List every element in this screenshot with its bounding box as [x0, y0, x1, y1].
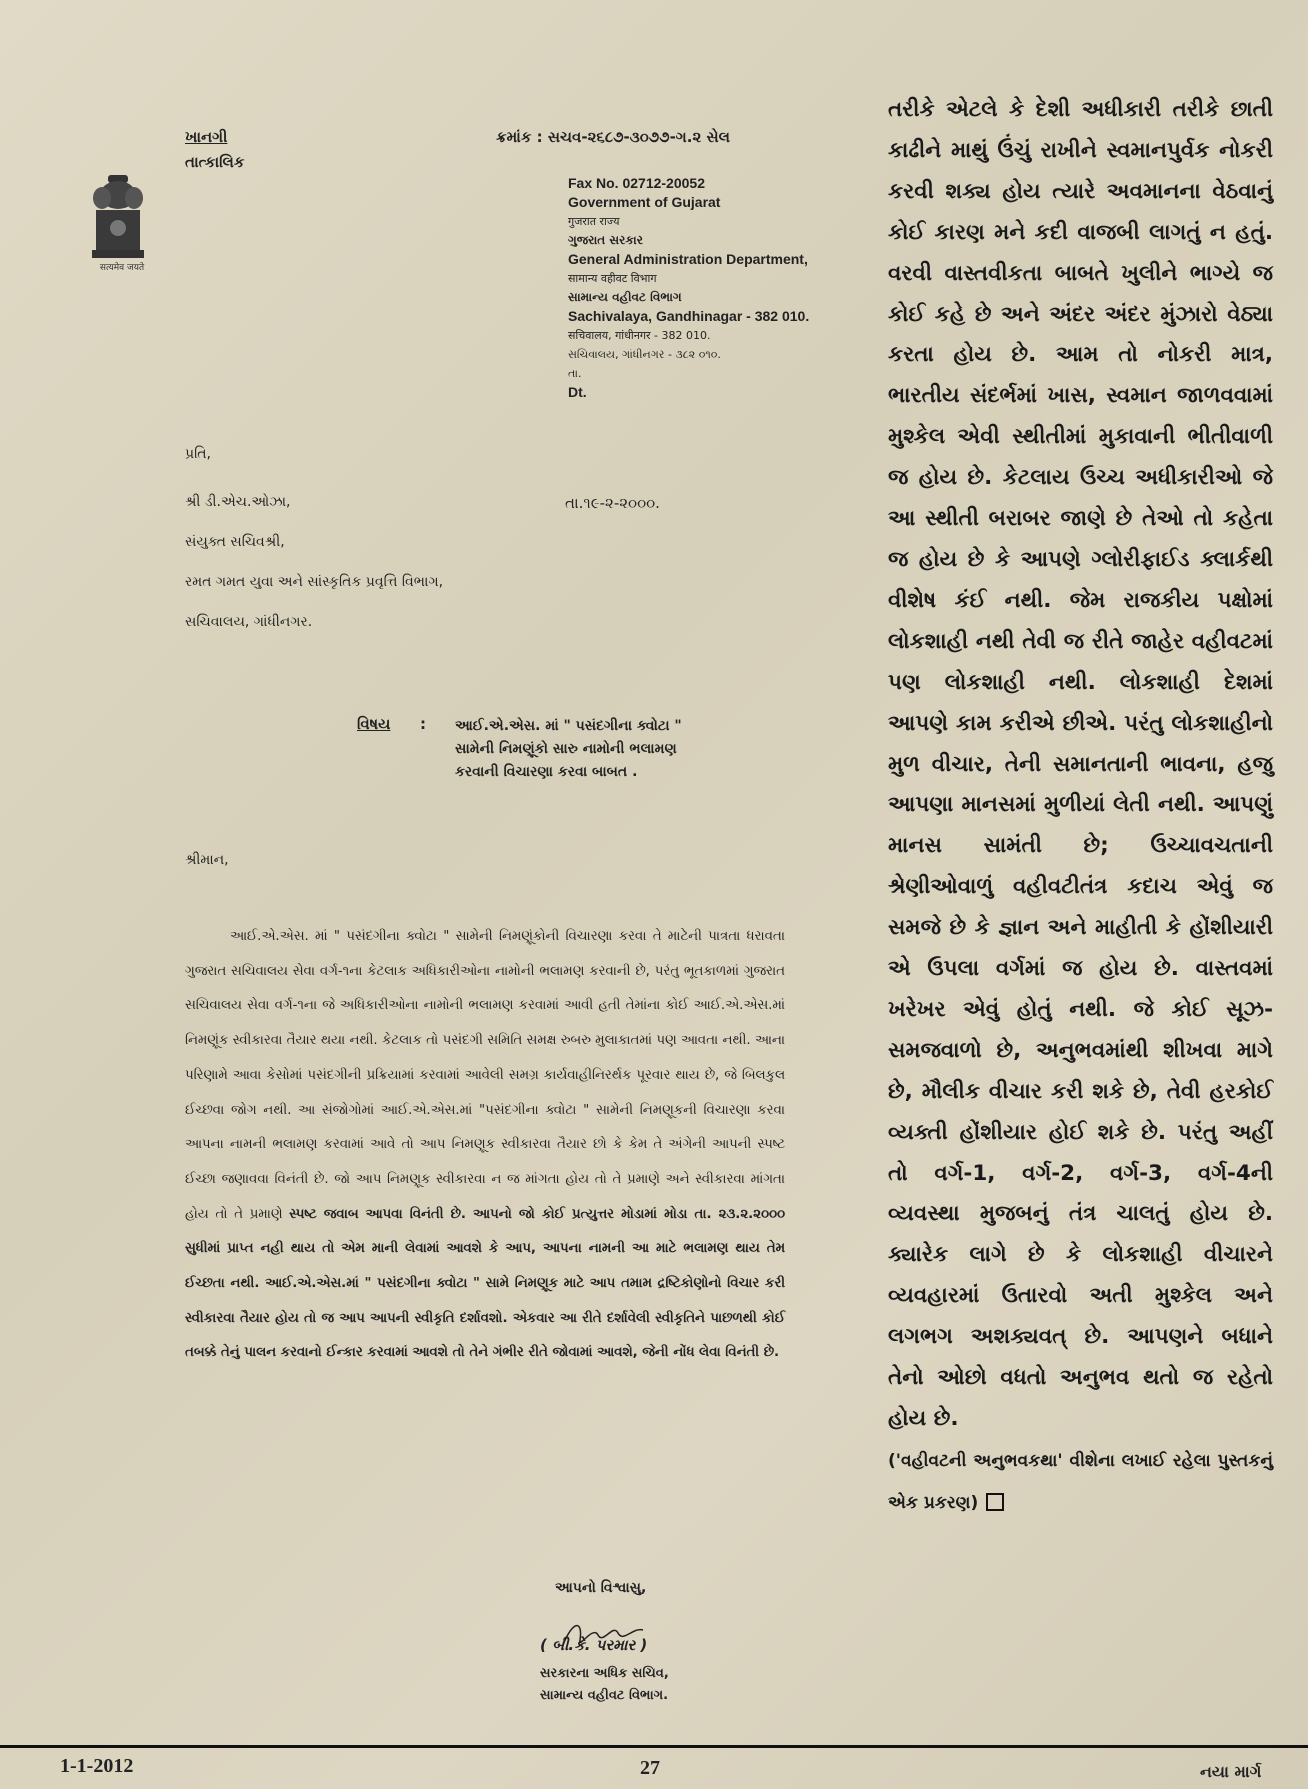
body-regular-text: આઈ.એ.એસ. માં " પસંદગીના ક્વોટા " સામેની નિમણૂંકોની વિચારણા કરવા તે માટેની પાત્રતા ધરાવતા ગુજરાત સચિવાલય સેવા વર્ગ-૧ના કેટલાક અધિકારીઓના નામોની ભલામણ કરવાની છે, પરંતુ ભૂતકાળમાં ગુજરાત સચિવાલય સેવા વર્ગ-૧ના જે અધિકારીઓના નામોની ભલામણ કરવામાં આવી હતી તેમાંના કોઈ આઈ.એ.એસ.માં નિમણૂંક સ્વીકારવા તૈયાર થયા નથી. કેટલાક તો પસંદગી સમિતિ સમક્ષ રુબરુ મુલાકાતમાં પણ આવતા નથી. આના પરિણામે આવા કેસોમાં પસંદગીની પ્રક્રિયામાં કરવામાં આવેલી સમગ્ર કાર્યવાહીનિરર્થક પૂરવાર થાય છે, જે બિલકુલ ઈચ્છવા જોગ નથી. આ સંજોગોમાં આઈ.એ.એસ.માં "પસંદગીના ક્વોટા " સામેની નિમણૂકની વિચારણા કરવા આપના નામની ભલામણ કરવામાં આવે તો આપ નિમણૂક સ્વીકારવા તૈયાર છો કે કેમ તે અંગેની આપની સ્પષ્ટ ઈચ્છા જણાવવા વિનંતી છે. જો આપ નિમણૂક સ્વીકારવા ન જ માંગતા હોય તો તે પ્રમાણે અને સ્વીકારવા માંગતા હોય તો તે પ્રમાણે: [185, 929, 785, 1222]
end-mark-icon: [986, 1493, 1004, 1511]
address-line: શ્રી ડી.એચ.ઓઝા,: [185, 494, 291, 510]
reference-number: ક્રમાંક : સચવ-૨૬૮૭-૩૦૭૭-ગ.૨ સેલ: [496, 128, 730, 146]
address-line: રમત ગમત યુવા અને સાંસ્કૃતિક પ્રવૃત્તિ વિભાગ,: [185, 574, 444, 590]
address-line: સંયુક્ત સચિવશ્રી,: [185, 534, 285, 550]
body-bold-text: સ્પષ્ટ જવાબ આપવા વિનંતી છે. આપનો જો કોઈ પ્રત્યુત્તર મોડામાં મોડા તા. ૨૩.૨.૨૦૦૦ સુધીમાં પ્રાપ્ત નહી થાય તો એમ માની લેવામાં આવશે કે આપ, આપના નામની આ માટે ભલામણ થાય તેમ ઈચ્છતા નથી. આઈ.એ.એસ.માં " પસંદગીના ક્વોટા " સામે નિમણૂક માટે આપ તમામ દ્રષ્ટિકોણોનો વિચાર કરી સ્વીકારવા તૈયાર હોય તો જ આપ આપની સ્વીકૃતિ દર્શાવશો. એકવાર આ રીતે દર્શાવેલી સ્વીકૃતિને પાછળથી કોઈ તબક્કે તેનું પાલન કરવાનો ઈન્કાર કરવામાં આવશે તો તેને ગંભીર રીતે જોવામાં આવશે, જેની નોંધ લેવા વિનંતી છે.: [185, 1206, 785, 1361]
letterhead-line: Sachivalaya, Gandhinagar - 382 010.: [568, 308, 810, 324]
letter-date: તા.૧૯-૨-૨૦૦૦.: [565, 494, 660, 512]
address-line: સચિવાલય, ગાંધીનગર.: [185, 614, 313, 630]
article-note: ('વહીવટની અનુભવકથા' વીશેના લખાઈ રહેલા પુસ્તકનું એક પ્રકરણ): [888, 1450, 1273, 1513]
letterhead-line: ગુજરાત સરકાર: [568, 233, 643, 247]
to-label: પ્રતિ,: [185, 446, 211, 462]
letterhead-address: [568, 174, 868, 402]
signer-name: ( બી.કે. પરમાર ): [540, 1636, 648, 1654]
urgent-label: તાત્કાલિક: [185, 153, 245, 171]
subject-colon: :: [420, 715, 426, 733]
letter-body: [185, 920, 785, 1371]
subject-label: વિષય: [357, 715, 391, 733]
letterhead-line: गुजरात राज्य: [568, 215, 620, 228]
private-label: ખાનગી: [185, 128, 228, 146]
footer-rule: [0, 1745, 1308, 1748]
letterhead-line: સામાન્ય વહીવટ વિભાગ: [568, 290, 682, 304]
letterhead-line: Government of Gujarat: [568, 194, 721, 210]
footer-date: 1-1-2012: [60, 1755, 134, 1777]
letterhead-line: सचिवालय, गांधीनगर - 382 010.: [568, 329, 711, 342]
letterhead-line: તા.: [568, 367, 582, 380]
letterhead-line: Dt.: [568, 384, 587, 400]
national-emblem-icon: [88, 170, 148, 270]
salutation: શ્રીમાન,: [185, 852, 229, 868]
letterhead-line: General Administration Department,: [568, 251, 808, 267]
article-column: [888, 90, 1273, 1524]
letterhead-line: સચિવાલય, ગાંધીનગર - ૩૮૨ ૦૧૦.: [568, 348, 721, 361]
emblem-motto: सत्यमेव जयते: [99, 263, 145, 273]
letterhead-line: Fax No. 02712-20052: [568, 175, 705, 191]
subject-text: આઈ.એ.એસ. માં " પસંદગીના ક્વોટા " સામેની નિમણૂંકો સારુ નામોની ભલામણ કરવાની વિચારણા કરવા બાબત .: [455, 718, 682, 780]
article-text: તરીકે એટલે કે દેશી અધીકારી તરીકે છાતી કાઢીને માથું ઉંચું રાખીને સ્વમાનપુર્વક નોકરી કરવી શક્ય હોય ત્યારે અવમાનના વેઠવાનું કોઈ કારણ મને કદી વાજબી લાગતું ન હતું. વરવી વાસ્તવીકતા બાબતે ખુલીને ભાગ્યે જ કોઈ કહે છે અને અંદર અંદર મુંઝારો વેઠ્યા કરતા હોય છે. આમ તો નોકરી માત્ર, ભારતીય સંદર્ભમાં ખાસ, સ્વમાન જાળવવામાં મુશ્કેલ એવી સ્થીતીમાં મુકાવાની ભીતીવાળી જ હોય છે. કેટલાય ઉચ્ચ અધીકારીઓ જે આ સ્થીતી બરાબર જાણે છે તેઓ તો કહેતા જ હોય છે કે આપણે ગ્લોરીફાઈડ ક્લાર્કથી વીશેષ કંઈ નથી. જેમ રાજકીય પક્ષોમાં લોકશાહી નથી તેવી જ રીતે જાહેર વહીવટમાં પણ લોકશાહી નથી. લોકશાહી દેશમાં આપણે કામ કરીએ છીએ. પરંતુ લોકશાહીનો મુળ વીચાર, તેની સમાનતાની ભાવના, હજુ આપણા માનસમાં મુળીયાં લેતી નથી. આપણું માનસ સામંતી છે; ઉચ્ચાવચતાની શ્રેણીઓવાળું વહીવટીતંત્ર કદાચ એવું જ સમજે છે કે જ્ઞાન અને માહીતી કે હોંશીયારી એ ઉપલા વર્ગમાં જ હોય છે. વાસ્તવમાં ખરેખર એવું હોતું નથી. જે કોઈ સૂઝ-સમજવાળો છે, અનુભવમાંથી શીખવા માગે છે, મૌલીક વીચાર કરી શકે છે, તેવી હરકોઈ વ્યક્તી હોંશીયાર હોઈ શકે છે. પરંતુ અહીં તો વર્ગ-1, વર્ગ-2, વર્ગ-3, વર્ગ-4ની વ્યવસ્થા મુજબનું તંત્ર ચાલતું હોય છે. ક્યારેક લાગે છે કે લોકશાહી વીચારને વ્યવહારમાં ઉતારવો અતી મુશ્કેલ અને લગભગ અશક્યવત્ છે. આપણને બધાને તેનો ઓછો વધતો અનુભવ થતો જ રહેતો હોય છે.: [888, 97, 1273, 1431]
signer-title: સરકારના અધિક સચિવ,: [540, 1666, 669, 1681]
closing: આપનો વિશ્વાસુ,: [555, 1580, 647, 1596]
magazine-name: નયા માર્ગ: [1200, 1762, 1262, 1781]
signer-department: સામાન્ય વહીવટ વિભાગ.: [540, 1688, 669, 1703]
page-number: 27: [640, 1757, 660, 1779]
letterhead-line: सामान्य वहीवट विभाग: [568, 272, 657, 285]
